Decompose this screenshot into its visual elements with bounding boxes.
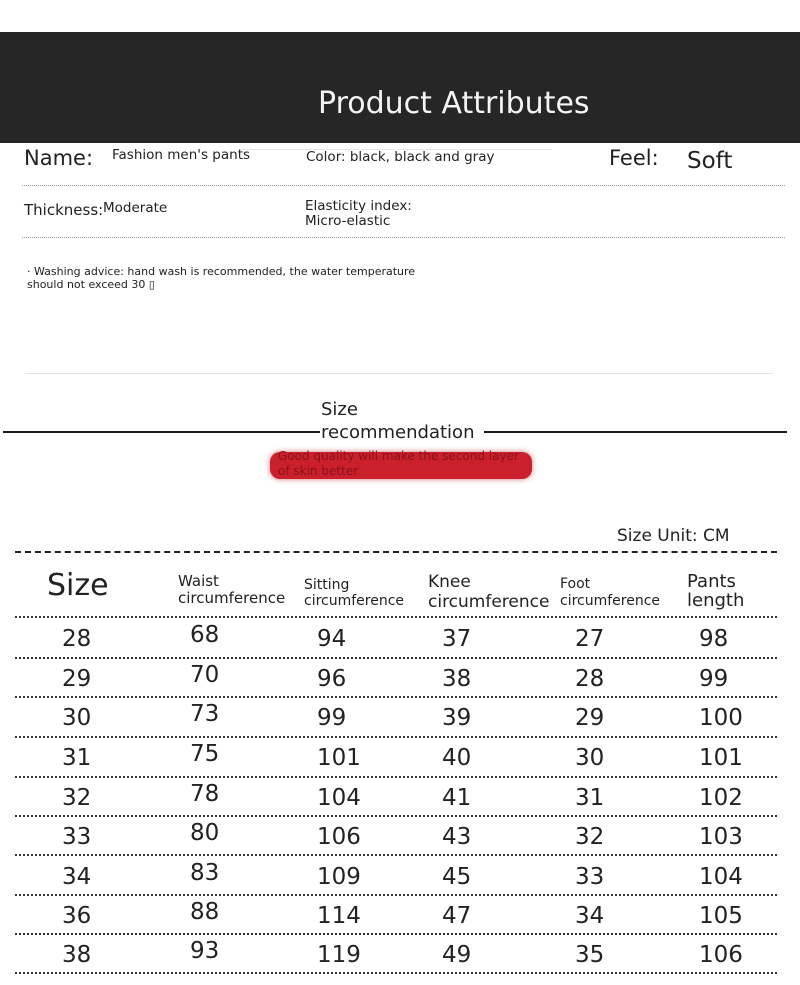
cell-waist: 88 [190, 899, 220, 925]
cell-waist: 70 [190, 662, 220, 688]
header-sitting-2: circumference [304, 593, 405, 609]
cell-waist: 75 [190, 741, 220, 767]
cell-sitting: 94 [317, 626, 347, 652]
cell-size: 29 [62, 666, 92, 692]
cell-sitting: 104 [317, 785, 361, 811]
cell-knee: 45 [442, 864, 472, 890]
cell-pants-length: 104 [699, 864, 743, 890]
cell-pants-length: 98 [699, 626, 729, 652]
cell-waist: 80 [190, 820, 220, 846]
elasticity-value: Micro-elastic [305, 213, 391, 229]
cell-knee: 37 [442, 626, 472, 652]
table-row-divider [15, 657, 777, 659]
cell-size: 38 [62, 942, 92, 968]
table-row-divider [15, 972, 777, 974]
cell-size: 31 [62, 745, 92, 771]
size-unit: Size Unit: CM [617, 526, 730, 546]
header-size: Size [47, 568, 109, 603]
cell-pants-length: 105 [699, 903, 743, 929]
cell-knee: 47 [442, 903, 472, 929]
cell-size: 30 [62, 705, 92, 731]
cell-knee: 40 [442, 745, 472, 771]
feel-label: Feel: [609, 146, 659, 170]
table-row-divider [15, 854, 777, 856]
cell-sitting: 119 [317, 942, 361, 968]
header-foot-1: Foot [560, 576, 591, 592]
table-top-border [15, 551, 777, 553]
cell-foot: 31 [575, 785, 605, 811]
washing-advice-line1: · Washing advice: hand wash is recommended, the water temperature [27, 265, 416, 278]
name-label: Name: [24, 146, 94, 170]
header-sitting-1: Sitting [304, 577, 350, 593]
cell-foot: 29 [575, 705, 605, 731]
cell-pants-length: 103 [699, 824, 743, 850]
cell-pants-length: 99 [699, 666, 729, 692]
washing-advice-line2: should not exceed 30 ▯ [27, 278, 155, 291]
cell-pants-length: 102 [699, 785, 743, 811]
cell-foot: 33 [575, 864, 605, 890]
header-knee-2: circumference [428, 592, 550, 612]
cell-foot: 28 [575, 666, 605, 692]
name-value: Fashion men's pants [112, 147, 251, 163]
cell-knee: 38 [442, 666, 472, 692]
table-row-divider [15, 776, 777, 778]
cell-foot: 32 [575, 824, 605, 850]
cell-sitting: 106 [317, 824, 361, 850]
table-row-divider [15, 933, 777, 935]
cell-knee: 49 [442, 942, 472, 968]
size-heading-line1: Size [321, 399, 358, 420]
size-heading-line2: recommendation [321, 422, 475, 443]
cell-size: 34 [62, 864, 92, 890]
table-row-divider [15, 815, 777, 817]
cell-knee: 41 [442, 785, 472, 811]
table-header-divider [15, 616, 777, 618]
cell-pants-length: 106 [699, 942, 743, 968]
header-waist-1: Waist [178, 572, 219, 590]
cell-pants-length: 101 [699, 745, 743, 771]
cell-foot: 35 [575, 942, 605, 968]
heading-rule-right [484, 431, 787, 433]
color-value: Color: black, black and gray [306, 149, 495, 165]
cell-waist: 73 [190, 701, 220, 727]
cell-waist: 78 [190, 781, 220, 807]
cell-size: 28 [62, 626, 92, 652]
cell-size: 33 [62, 824, 92, 850]
tagline-text: Good quality will make the second layer of skin better [278, 449, 519, 478]
elasticity-label: Elasticity index: [305, 198, 412, 214]
header-waist-2: circumference [178, 589, 286, 607]
table-row-divider [15, 736, 777, 738]
section-divider [25, 373, 773, 374]
header-banner [0, 32, 800, 143]
feel-value: Soft [687, 148, 733, 174]
cell-waist: 68 [190, 622, 220, 648]
thickness-value: Moderate [103, 200, 168, 216]
attribute-divider [22, 185, 785, 186]
cell-knee: 39 [442, 705, 472, 731]
cell-sitting: 101 [317, 745, 361, 771]
cell-waist: 83 [190, 860, 220, 886]
cell-size: 36 [62, 903, 92, 929]
cell-sitting: 109 [317, 864, 361, 890]
cell-foot: 34 [575, 903, 605, 929]
cell-size: 32 [62, 785, 92, 811]
heading-rule-left [3, 431, 320, 433]
header-knee-1: Knee [428, 572, 471, 592]
header-pants-2: length [687, 590, 745, 611]
cell-foot: 27 [575, 626, 605, 652]
attribute-divider [22, 237, 785, 238]
header-foot-2: circumference [560, 593, 661, 609]
cell-waist: 93 [190, 938, 220, 964]
cell-knee: 43 [442, 824, 472, 850]
thickness-label: Thickness: [24, 201, 104, 219]
cell-sitting: 96 [317, 666, 347, 692]
table-row-divider [15, 696, 777, 698]
cell-sitting: 114 [317, 903, 361, 929]
table-row-divider [15, 894, 777, 896]
header-pants-1: Pants [687, 571, 736, 592]
cell-foot: 30 [575, 745, 605, 771]
cell-pants-length: 100 [699, 705, 743, 731]
page-title: Product Attributes [318, 86, 590, 121]
cell-sitting: 99 [317, 705, 347, 731]
